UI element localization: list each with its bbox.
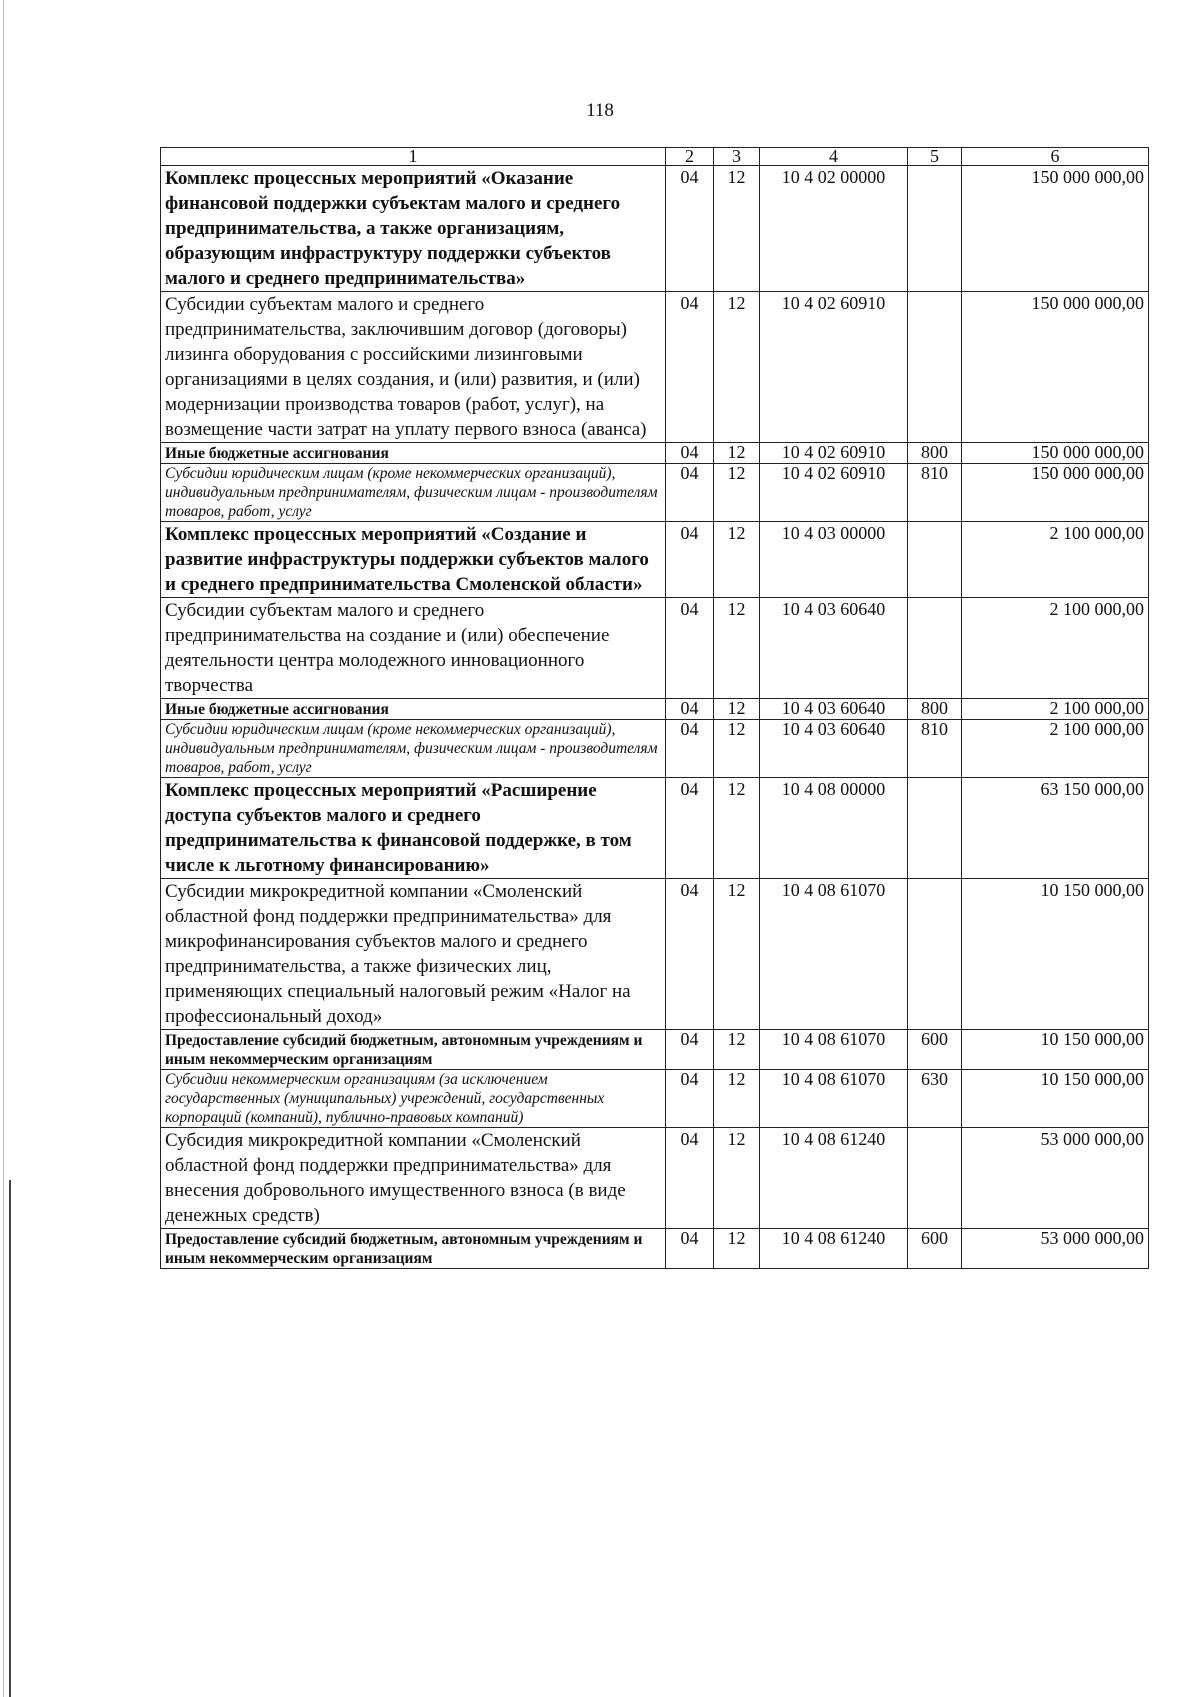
row-name-cell: Субсидии микрокредитной компании «Смоленский областной фонд поддержки предпринимательства» для микрофинансирования субъектов малого и среднего предпринимательства, а также физических лиц, применяющих специальный налоговый режим «Налог на профессиональный доход» [161, 879, 666, 1030]
row-section-cell: 04 [666, 1128, 714, 1229]
row-subsection-cell: 12 [714, 292, 760, 443]
row-section-cell: 04 [666, 166, 714, 292]
row-subsection-cell: 12 [714, 699, 760, 720]
row-amount-cell: 2 100 000,00 [962, 699, 1149, 720]
row-amount-cell: 150 000 000,00 [962, 464, 1149, 522]
row-subsection-cell: 12 [714, 464, 760, 522]
row-name-cell: Субсидии юридическим лицам (кроме некоммерческих организаций), индивидуальным предпринимателям, физическим лицам - производителям товаров, работ, услуг [161, 720, 666, 778]
row-target-code-cell: 10 4 08 61070 [760, 1070, 908, 1128]
row-expense-type-cell [908, 522, 962, 598]
row-subsection-cell: 12 [714, 1229, 760, 1269]
table-row [161, 699, 1149, 720]
row-name-cell: Предоставление субсидий бюджетным, автономным учреждениям и иным некоммерческим организациям [161, 1030, 666, 1070]
row-target-code-cell: 10 4 08 61240 [760, 1128, 908, 1229]
row-target-code-cell: 10 4 02 60910 [760, 292, 908, 443]
row-section-cell: 04 [666, 879, 714, 1030]
column-header-2: 2 [666, 148, 714, 166]
row-name-cell: Субсидия микрокредитной компании «Смоленский областной фонд поддержки предпринимательства» для внесения добровольного имущественного взноса (в виде денежных средств) [161, 1128, 666, 1229]
row-target-code-cell: 10 4 03 60640 [760, 699, 908, 720]
row-section-cell: 04 [666, 720, 714, 778]
row-subsection-cell: 12 [714, 879, 760, 1030]
budget-table [160, 147, 1149, 1269]
row-name-cell: Иные бюджетные ассигнования [161, 699, 666, 720]
table-header-row [161, 148, 1149, 166]
row-section-cell: 04 [666, 464, 714, 522]
row-section-cell: 04 [666, 778, 714, 879]
row-target-code-cell: 10 4 02 00000 [760, 166, 908, 292]
row-amount-cell: 2 100 000,00 [962, 720, 1149, 778]
page-number: 118 [586, 100, 614, 121]
row-name-cell: Комплекс процессных мероприятий «Расширение доступа субъектов малого и среднего предпринимательства к финансовой поддержке, в том числе к льготному финансированию» [161, 778, 666, 879]
table-row [161, 464, 1149, 522]
table-row [161, 166, 1149, 292]
row-subsection-cell: 12 [714, 1070, 760, 1128]
row-section-cell: 04 [666, 443, 714, 464]
table-row [161, 522, 1149, 598]
row-section-cell: 04 [666, 292, 714, 443]
row-subsection-cell: 12 [714, 598, 760, 699]
row-expense-type-cell: 800 [908, 443, 962, 464]
column-header-1: 1 [161, 148, 666, 166]
row-expense-type-cell [908, 778, 962, 879]
row-expense-type-cell [908, 1128, 962, 1229]
row-target-code-cell: 10 4 08 00000 [760, 778, 908, 879]
column-header-5: 5 [908, 148, 962, 166]
table-row [161, 292, 1149, 443]
row-target-code-cell: 10 4 03 00000 [760, 522, 908, 598]
row-subsection-cell: 12 [714, 443, 760, 464]
row-target-code-cell: 10 4 08 61070 [760, 1030, 908, 1070]
row-expense-type-cell: 810 [908, 720, 962, 778]
row-expense-type-cell: 600 [908, 1229, 962, 1269]
table-row [161, 598, 1149, 699]
row-expense-type-cell [908, 879, 962, 1030]
table-row [161, 1229, 1149, 1269]
scan-edge [3, 0, 4, 1697]
row-amount-cell: 150 000 000,00 [962, 443, 1149, 464]
row-amount-cell: 10 150 000,00 [962, 1070, 1149, 1128]
column-header-6: 6 [962, 148, 1149, 166]
table-row [161, 1128, 1149, 1229]
row-target-code-cell: 10 4 02 60910 [760, 443, 908, 464]
row-expense-type-cell: 800 [908, 699, 962, 720]
row-target-code-cell: 10 4 08 61070 [760, 879, 908, 1030]
row-subsection-cell: 12 [714, 720, 760, 778]
column-header-3: 3 [714, 148, 760, 166]
scan-edge-mark [9, 1180, 11, 1697]
row-subsection-cell: 12 [714, 778, 760, 879]
row-subsection-cell: 12 [714, 522, 760, 598]
row-section-cell: 04 [666, 1070, 714, 1128]
row-name-cell: Субсидии юридическим лицам (кроме некоммерческих организаций), индивидуальным предпринимателям, физическим лицам - производителям товаров, работ, услуг [161, 464, 666, 522]
row-section-cell: 04 [666, 598, 714, 699]
row-expense-type-cell [908, 598, 962, 699]
row-subsection-cell: 12 [714, 166, 760, 292]
row-subsection-cell: 12 [714, 1030, 760, 1070]
row-target-code-cell: 10 4 08 61240 [760, 1229, 908, 1269]
row-section-cell: 04 [666, 522, 714, 598]
row-name-cell: Комплекс процессных мероприятий «Создание и развитие инфраструктуры поддержки субъектов малого и среднего предпринимательства Смоленской области» [161, 522, 666, 598]
row-name-cell: Иные бюджетные ассигнования [161, 443, 666, 464]
row-expense-type-cell: 600 [908, 1030, 962, 1070]
row-amount-cell: 10 150 000,00 [962, 1030, 1149, 1070]
row-amount-cell: 2 100 000,00 [962, 598, 1149, 699]
row-section-cell: 04 [666, 1030, 714, 1070]
row-amount-cell: 53 000 000,00 [962, 1128, 1149, 1229]
row-expense-type-cell: 810 [908, 464, 962, 522]
table-row [161, 1070, 1149, 1128]
row-section-cell: 04 [666, 699, 714, 720]
row-amount-cell: 10 150 000,00 [962, 879, 1149, 1030]
row-expense-type-cell [908, 166, 962, 292]
row-target-code-cell: 10 4 02 60910 [760, 464, 908, 522]
row-name-cell: Субсидии субъектам малого и среднего предпринимательства на создание и (или) обеспечение деятельности центра молодежного инновационного творчества [161, 598, 666, 699]
table-row [161, 720, 1149, 778]
table-row [161, 1030, 1149, 1070]
column-header-4: 4 [760, 148, 908, 166]
row-name-cell: Субсидии некоммерческим организациям (за исключением государственных (муниципальных) учреждений, государственных корпораций (компаний), публично-правовых компаний) [161, 1070, 666, 1128]
table-row [161, 778, 1149, 879]
row-expense-type-cell [908, 292, 962, 443]
table-row [161, 879, 1149, 1030]
row-name-cell: Комплекс процессных мероприятий «Оказание финансовой поддержки субъектам малого и среднего предпринимательства, а также организациям, образующим инфраструктуру поддержки субъектов малого и среднего предпринимательства» [161, 166, 666, 292]
row-amount-cell: 150 000 000,00 [962, 166, 1149, 292]
row-target-code-cell: 10 4 03 60640 [760, 720, 908, 778]
table-row [161, 443, 1149, 464]
row-section-cell: 04 [666, 1229, 714, 1269]
row-amount-cell: 53 000 000,00 [962, 1229, 1149, 1269]
row-expense-type-cell: 630 [908, 1070, 962, 1128]
row-name-cell: Предоставление субсидий бюджетным, автономным учреждениям и иным некоммерческим организациям [161, 1229, 666, 1269]
row-name-cell: Субсидии субъектам малого и среднего предпринимательства, заключившим договор (договоры) лизинга оборудования с российскими лизинговыми организациями в целях создания, и (или) развития, и (или) модернизации производства товаров (работ, услуг), на возмещение части затрат на уплату первого взноса (аванса) [161, 292, 666, 443]
row-amount-cell: 63 150 000,00 [962, 778, 1149, 879]
row-amount-cell: 2 100 000,00 [962, 522, 1149, 598]
row-subsection-cell: 12 [714, 1128, 760, 1229]
row-amount-cell: 150 000 000,00 [962, 292, 1149, 443]
row-target-code-cell: 10 4 03 60640 [760, 598, 908, 699]
